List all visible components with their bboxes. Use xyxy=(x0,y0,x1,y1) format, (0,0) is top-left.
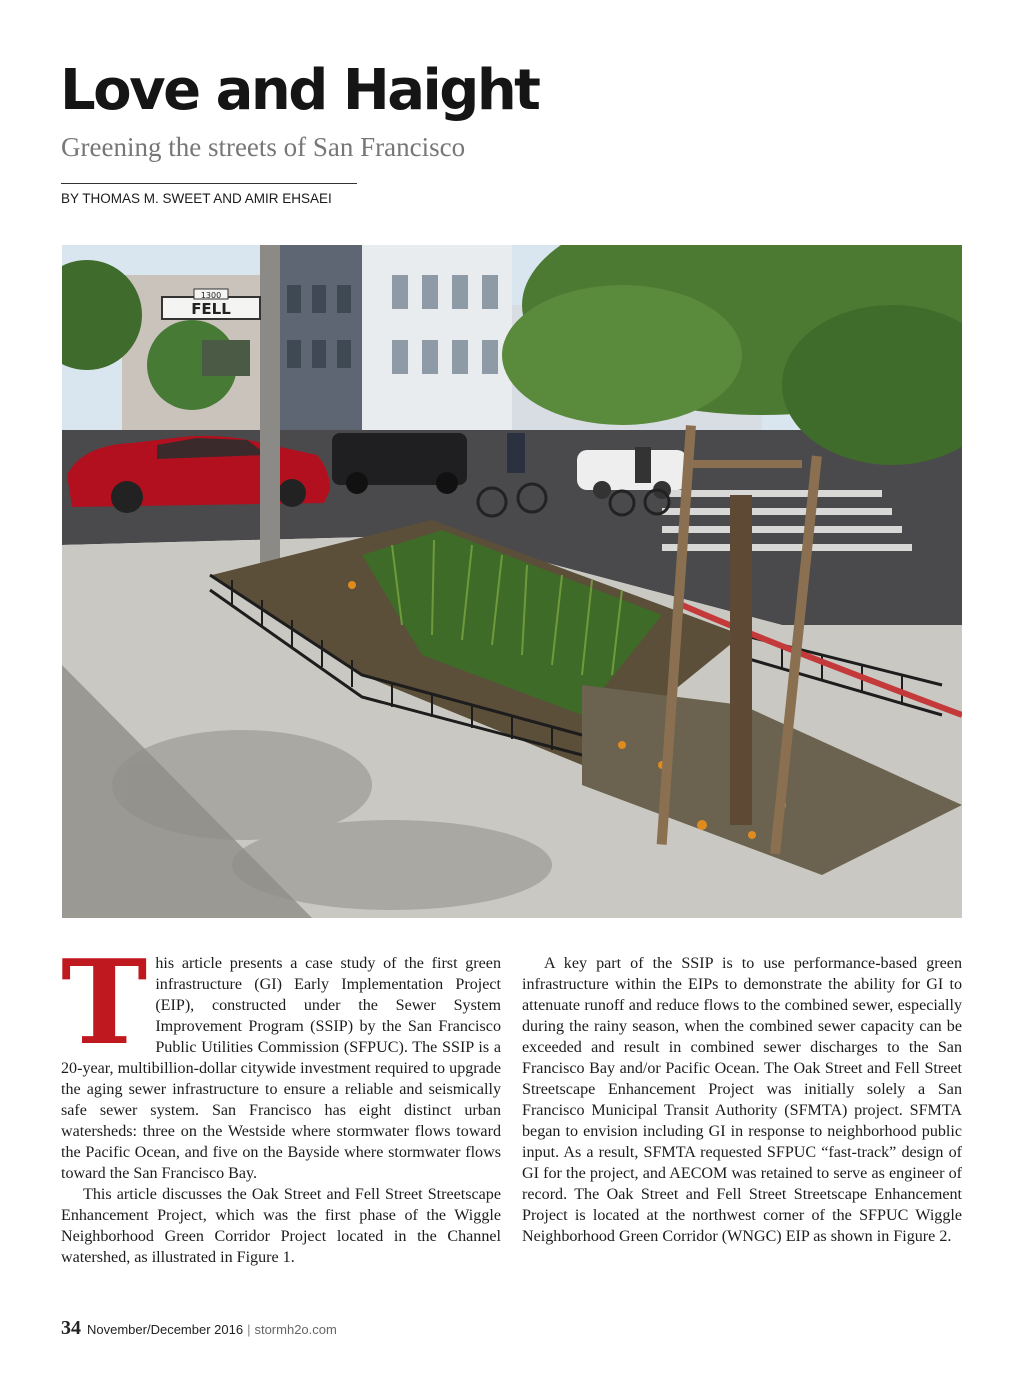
second-paragraph: This article discusses the Oak Street and Fell Street Streetscape Enhancement Project, which was the first phase of the Wiggle Neighborhood Green Corridor Project located in the Channel watershed, as illustrated in Figure 1. xyxy=(61,1186,501,1266)
intro-paragraph xyxy=(61,935,501,1184)
article-title: Love and Haight xyxy=(60,58,539,123)
block-number-text: 1300 xyxy=(200,291,222,300)
street-bioretention-photo xyxy=(62,245,962,918)
footer-separator: | xyxy=(247,1322,251,1337)
drop-cap: T xyxy=(61,935,148,1071)
page-footer xyxy=(61,1318,337,1340)
issue-date: November/December 2016 xyxy=(87,1322,244,1337)
body-column-left xyxy=(61,935,501,1268)
byline: BY THOMAS M. SWEET AND AMIR EHSAEI xyxy=(61,191,332,206)
body-column-right xyxy=(522,953,962,1247)
intro-paragraph-text: his article presents a case study of the first green infrastructure (GI) Early Implementation Project (EIP), constructed under the Sewer System Improvement Program (SSIP) by the San Francisco Public Utilities Commission (SFPUC). The SSIP is a 20-year, multibillion-dollar citywide investment required to upgrade the aging sewer infrastructure to ensure a reliable and seismically safe sewer system. San Francisco has eight distinct urban watersheds: three on the Westside where stormwater flows toward the Pacific Ocean, and five on the Bayside where stormwater flows toward the San Francisco Bay. xyxy=(61,955,501,1182)
article-subtitle: Greening the streets of San Francisco xyxy=(61,132,466,162)
byline-divider xyxy=(61,183,357,184)
third-paragraph: A key part of the SSIP is to use performance-based green infrastructure within the EIPs to demonstrate the ability for GI to attenuate runoff and reduce flows to the combined sewer, especially during the rainy season, when the combined sewer capacity can be exceeded and result in combined sewer discharges to the San Francisco Bay and/or Pacific Ocean. The Oak Street and Fell Street Streetscape Enhancement Project was initially solely a San Francisco Municipal Transit Authority (SFMTA) project. SFMTA began to envision including GI in response to neighborhood public input. As a result, SFMTA requested SFPUC “fast-track” design of GI for the project, and AECOM was retained to serve as engineer of record. The Oak Street and Fell Street Streetscape Enhancement Project is located at the northwest corner of the SFPUC Wiggle Neighborhood Green Corridor (WNGC) EIP as shown in Figure 2. xyxy=(522,955,962,1245)
page-number: 34 xyxy=(61,1317,81,1339)
website-link[interactable]: stormh2o.com xyxy=(254,1322,337,1337)
street-sign-text: FELL xyxy=(191,300,231,318)
